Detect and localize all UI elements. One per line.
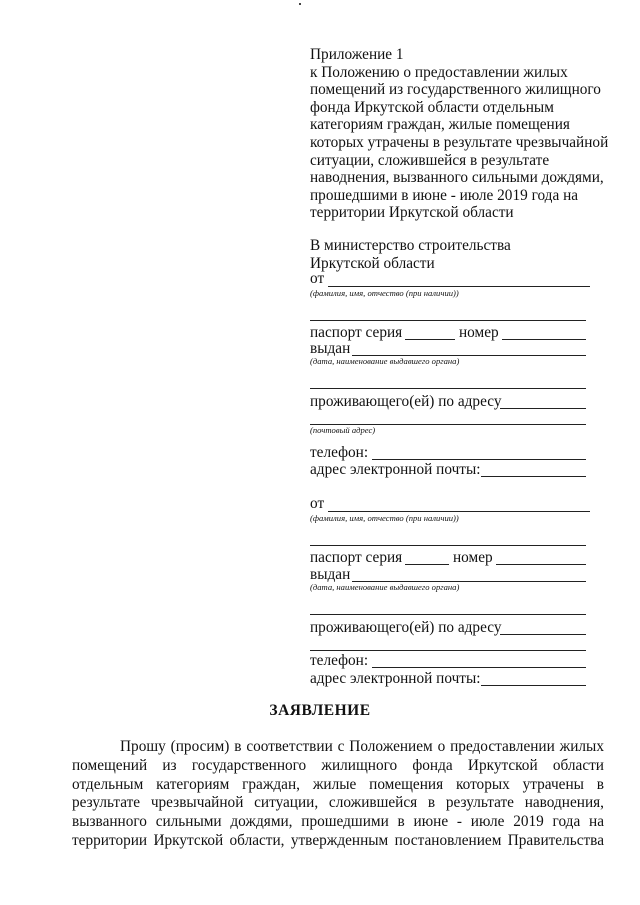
annex-line: ситуации, сложившейся в результате [310,151,550,169]
issued-label-1: выдан [310,340,351,357]
address-field-2[interactable] [500,634,586,635]
passport-series-field-1[interactable] [405,339,455,340]
issued-label-2: выдан [310,566,351,583]
addressee-line: Иркутской области [310,254,435,272]
name-field-2-continued[interactable] [310,545,586,546]
annex-line: помещений из государственного жилищного [310,81,601,99]
residing-label-1: проживающего(ей) по адресу [310,393,502,410]
name-caption-1: (фамилия, имя, отчество (при наличии)) [310,288,459,298]
phone-label-1: телефон: [310,444,369,461]
name-caption-2: (фамилия, имя, отчество (при наличии)) [310,513,459,523]
postal-caption-1: (почтовый адрес) [310,425,376,435]
passport-series-label-2: паспорт серия [310,549,403,566]
annex-line: которых утрачены в результате чрезвычайной [310,133,609,151]
phone-field-2[interactable] [372,667,586,668]
annex-line: наводнения, вызванного сильными дождями, [310,169,604,187]
annex-line: к Положению о предоставлении жилых [310,63,568,81]
address-field-2-continued[interactable] [310,650,586,651]
statement-line: помещений из государственного жилищного фонда Иркутской области [72,756,604,774]
passport-series-label-1: паспорт серия [310,324,403,341]
address-field-1[interactable] [500,408,586,409]
name-field-1[interactable] [328,286,590,287]
annex-line: Приложение 1 [310,46,404,63]
passport-number-label-1: номер [459,324,499,341]
from-label-2: от [310,495,325,512]
statement-line: территории Иркутской области, утвержденным постановлением Правительства [72,831,604,849]
email-field-2[interactable] [481,685,586,686]
annex-line: категориям граждан, жилые помещения [310,116,570,134]
annex-header [310,46,610,222]
from-label-1: от [310,270,325,287]
passport-series-field-2[interactable] [405,564,449,565]
statement-line: Прошу (просим) в соответствии с Положением о предоставлении жилых [120,738,604,755]
email-label-2: адрес электронной почты: [310,670,481,687]
email-label-1: адрес электронной почты: [310,461,481,478]
statement-line: вызванного сильными дождями, прошедшими в июне - июле 2019 года на [72,813,604,831]
name-field-2[interactable] [328,511,590,512]
residing-label-2: проживающего(ей) по адресу [310,619,502,636]
phone-label-2: телефон: [310,652,369,669]
passport-number-field-1[interactable] [502,339,586,340]
addressee-line: В министерство строительства [310,237,511,254]
statement-line: отдельным категориям граждан, жилые помещения которых утрачены в [72,775,604,793]
passport-number-label-2: номер [453,549,493,566]
annex-line: прошедшими в июне - июле 2019 года на [310,186,579,204]
statement-line: результате чрезвычайной ситуации, сложившейся в результате наводнения, [72,794,604,812]
scan-artifact-dot [299,3,301,5]
annex-line: фонда Иркутской области отдельным [310,98,554,116]
issued-field-1-continued[interactable] [310,388,586,389]
addressee-block [310,237,590,272]
phone-field-1[interactable] [372,459,586,460]
issued-field-2-continued[interactable] [310,614,586,615]
email-field-1[interactable] [481,476,586,477]
name-field-1-continued[interactable] [310,320,586,321]
passport-number-field-2[interactable] [496,564,586,565]
statement-heading: ЗАЯВЛЕНИЕ [269,702,371,719]
annex-line: территории Иркутской области [310,204,514,222]
issued-caption-2: (дата, наименование выдавшего органа) [310,582,460,592]
issued-caption-1: (дата, наименование выдавшего органа) [310,356,460,366]
statement-body [72,738,604,851]
